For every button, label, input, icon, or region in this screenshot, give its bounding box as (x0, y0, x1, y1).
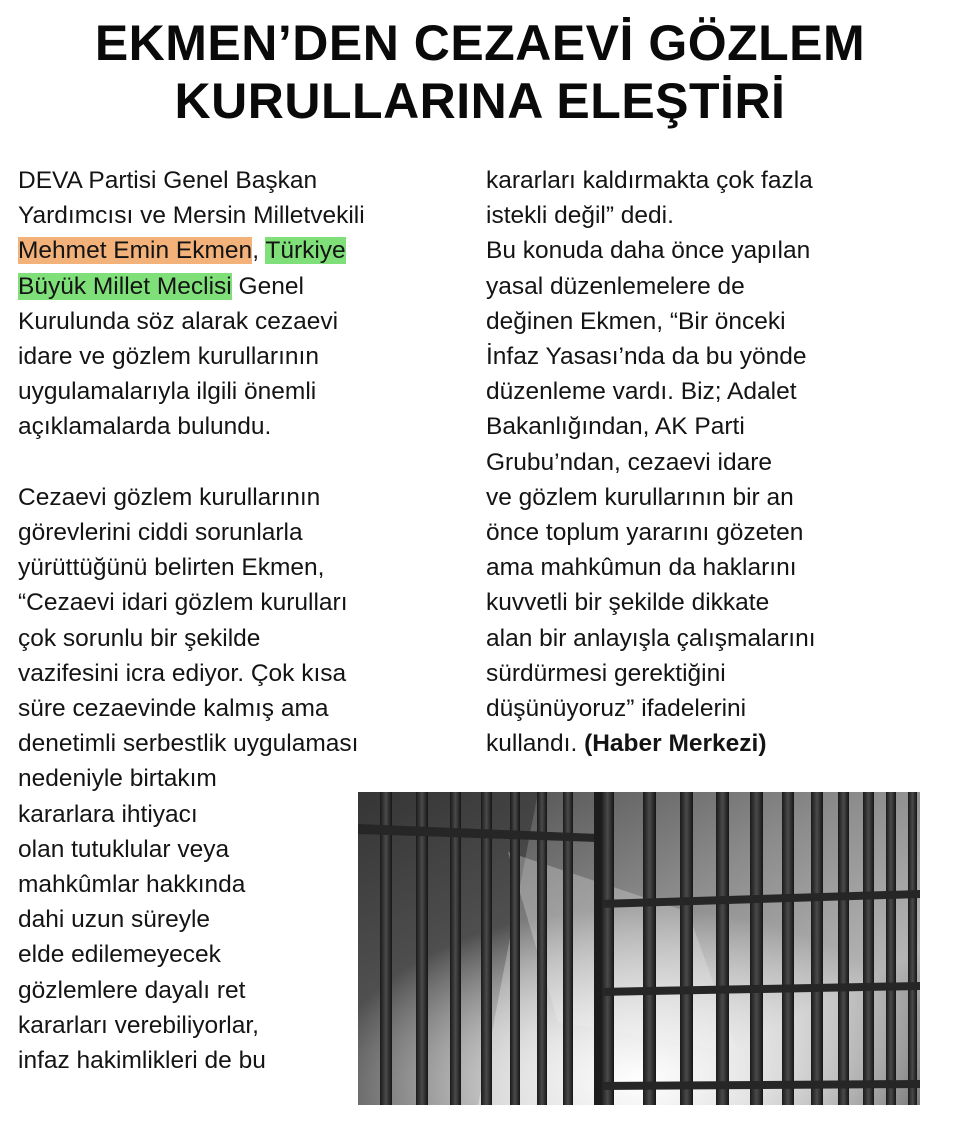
prison-bars-photo (358, 792, 920, 1105)
text-line (486, 726, 926, 761)
paragraph-legislation (486, 233, 926, 761)
bar (863, 792, 874, 1105)
bar (601, 792, 614, 1105)
light-glow (358, 792, 920, 1105)
text-line: yasal düzenlemelere de (486, 272, 745, 300)
text-line: idare ve gözlem kurullarının (18, 343, 319, 371)
text-line: açıklamalarda bulundu. (18, 413, 272, 441)
paragraph-intro (18, 163, 458, 445)
text-line: Bakanlığından, AK Parti (486, 413, 745, 441)
text-line: Yardımcısı ve Mersin Milletvekili (18, 202, 365, 230)
bar (782, 792, 794, 1105)
door-frame (594, 792, 602, 1105)
bar (838, 792, 849, 1105)
text-line: mahkûmlar hakkında (18, 871, 246, 899)
text-fragment: Genel (231, 272, 304, 300)
text-line: önce toplum yararını gözeten (486, 519, 804, 547)
bar (886, 792, 896, 1105)
text-line: ama mahkûmun da haklarını (486, 554, 797, 582)
text-line (18, 233, 458, 268)
text-line: nedeniyle birtakım (18, 765, 217, 793)
bar (450, 792, 461, 1105)
headline-line-1: EKMEN’DEN CEZAEVİ GÖZLEM (94, 15, 866, 71)
text-line: süre cezaevinde kalmış ama (18, 695, 329, 723)
separator: , (252, 237, 266, 265)
bar (750, 792, 763, 1105)
text-line: Kurulunda söz alarak cezaevi (18, 307, 339, 335)
bar (643, 792, 656, 1105)
headline (0, 14, 960, 130)
text-line: görevlerini ciddi sorunlarla (18, 519, 303, 547)
text-line: vazifesini icra ediyor. Çok kısa (18, 659, 347, 687)
text-line: değinen Ekmen, “Bir önceki (486, 307, 786, 335)
text-fragment: kullandı. (486, 730, 585, 758)
text-line: gözlemlere dayalı ret (18, 976, 246, 1004)
text-line: “Cezaevi idari gözlem kurulları (18, 589, 348, 617)
text-line: ve gözlem kurullarının bir an (486, 483, 794, 511)
text-line (18, 269, 458, 304)
paragraph-spacer (18, 445, 458, 480)
text-line: Bu konuda daha önce yapılan (486, 237, 811, 265)
article-column-right (486, 163, 926, 761)
text-line: çok sorunlu bir şekilde (18, 624, 261, 652)
text-line: İnfaz Yasası’nda da bu yönde (486, 343, 807, 371)
text-line: istekli değil” dedi. (486, 202, 674, 230)
text-line: Grubu’ndan, cezaevi idare (486, 448, 773, 476)
highlighted-institution-name: Büyük Millet Meclisi (18, 272, 232, 300)
text-line: elde edilemeyecek (18, 941, 221, 969)
text-line: olan tutuklular veya (18, 835, 230, 863)
text-line: yürüttüğünü belirten Ekmen, (18, 554, 325, 582)
text-line: DEVA Partisi Genel Başkan (18, 167, 318, 194)
text-line: uygulamalarıyla ilgili önemli (18, 378, 317, 406)
text-line: kararları kaldırmakta çok fazla (486, 167, 813, 194)
prison-bars-illustration (358, 792, 920, 1105)
news-source-credit: (Haber Merkezi) (584, 730, 767, 758)
bar (908, 792, 917, 1105)
text-line: dahi uzun süreyle (18, 906, 211, 934)
highlighted-person-name: Mehmet Emin Ekmen (18, 237, 253, 265)
paragraph-continuation (486, 163, 926, 233)
headline-line-2: KURULLARINA ELEŞTİRİ (174, 73, 786, 129)
text-line: düşünüyoruz” ifadelerini (486, 695, 747, 723)
bar (811, 792, 823, 1105)
text-line: kuvvetli bir şekilde dikkate (486, 589, 770, 617)
bar (481, 792, 492, 1105)
text-line: sürdürmesi gerektiğini (486, 659, 726, 687)
bar (680, 792, 693, 1105)
bar (716, 792, 729, 1105)
text-line: düzenleme vardı. Biz; Adalet (486, 378, 797, 406)
text-line: infaz hakimlikleri de bu (18, 1047, 266, 1075)
bar (416, 792, 428, 1105)
text-line: denetimli serbestlik uygulaması (18, 730, 359, 758)
text-line: kararlara ihtiyacı (18, 800, 198, 828)
text-line: Cezaevi gözlem kurullarının (18, 483, 321, 511)
text-line: kararları verebiliyorlar, (18, 1011, 259, 1039)
highlighted-institution-name: Türkiye (265, 237, 346, 265)
text-line: alan bir anlayışla çalışmalarını (486, 624, 816, 652)
bar (380, 792, 392, 1105)
